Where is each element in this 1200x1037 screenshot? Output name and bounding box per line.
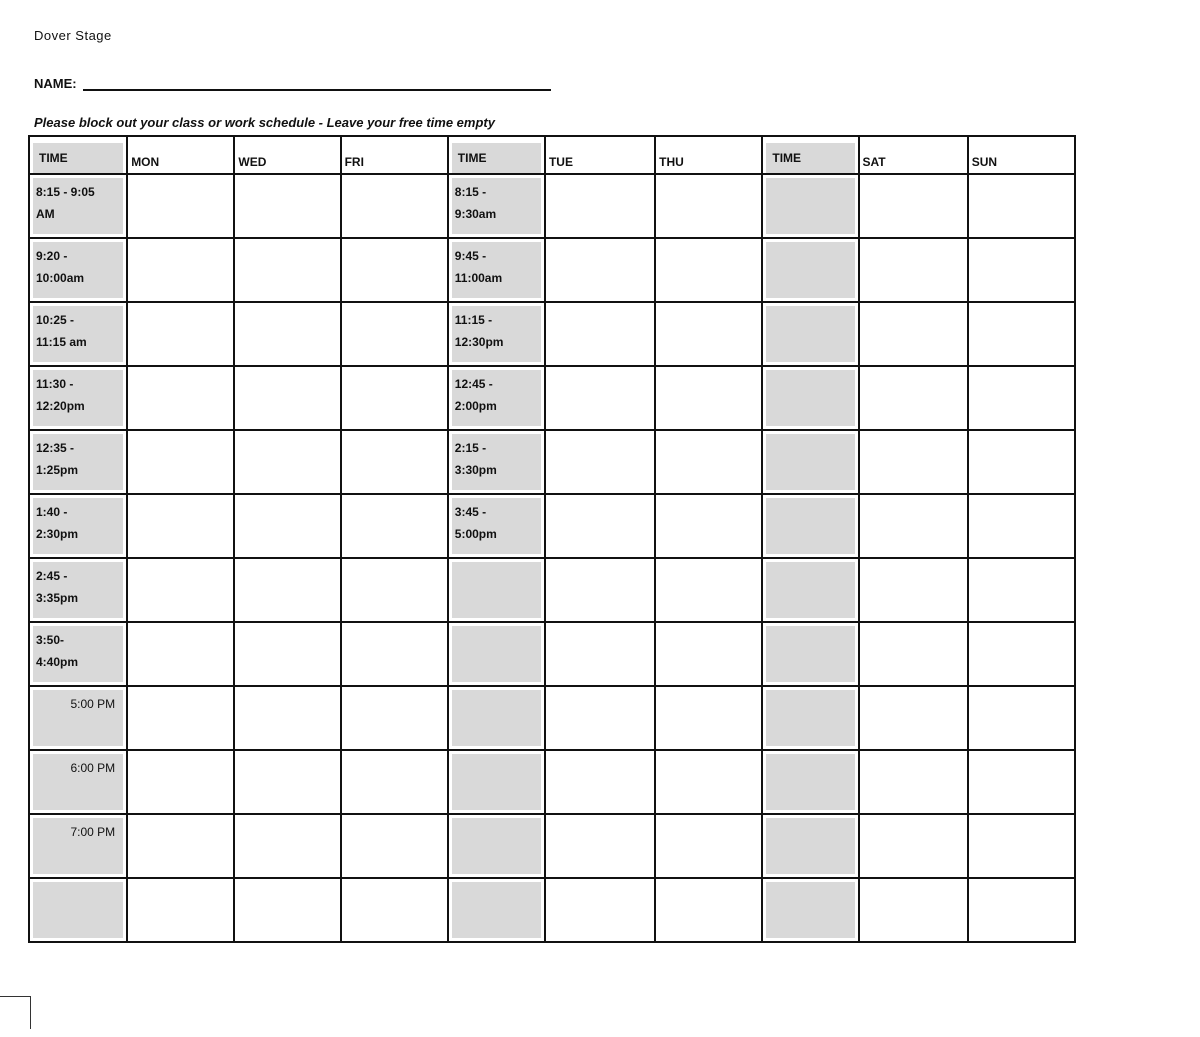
time-cell-c [762,366,858,430]
time-cell-a [29,750,127,814]
time-cell-c [762,814,858,878]
time-cell-c [762,686,858,750]
time-cell-a [29,366,127,430]
time-slot-label [766,754,854,810]
time-slot-label [766,306,854,362]
time-slot-label: 12:45 - 2:00pm [452,370,541,426]
day-cell-sun[interactable] [968,302,1075,366]
day-cell-mon[interactable] [127,238,234,302]
table-row [29,174,1075,238]
day-cell-sun[interactable] [968,814,1075,878]
time-slot-label: 9:20 - 10:00am [33,242,123,298]
time-slot-label: 8:15 - 9:05 AM [33,178,123,234]
time-slot-label: 3:45 - 5:00pm [452,498,541,554]
day-cell-sun[interactable] [968,494,1075,558]
time-cell-b [448,622,545,686]
time-slot-label [766,818,854,874]
time-cell-c [762,622,858,686]
day-cell-fri[interactable] [341,750,448,814]
day-cell-tue[interactable] [545,750,655,814]
time-cell-b [448,174,545,238]
day-cell-sat[interactable] [859,750,968,814]
document-title: Dover Stage [34,28,112,43]
page-corner-mark [0,996,31,1029]
time-cell-a [29,494,127,558]
time-cell-c [762,238,858,302]
time-cell-c [762,494,858,558]
time-slot-label [766,626,854,682]
day-cell-wed[interactable] [234,622,340,686]
time-slot-label [452,562,541,618]
day-cell-thu[interactable] [655,302,762,366]
time-cell-b [448,430,545,494]
instructions-text: Please block out your class or work schedule - Leave your free time empty [34,115,495,130]
day-cell-sun[interactable] [968,558,1075,622]
day-cell-mon[interactable] [127,494,234,558]
table-row [29,622,1075,686]
time-cell-a [29,622,127,686]
day-cell-wed[interactable] [234,750,340,814]
time-cell-c [762,878,858,942]
column-header-label: TIME [772,151,802,165]
day-cell-wed[interactable] [234,558,340,622]
day-cell-fri[interactable] [341,302,448,366]
column-header-label: TIME [457,151,487,165]
time-slot-label [766,690,854,746]
day-cell-mon[interactable] [127,750,234,814]
day-cell-wed[interactable] [234,878,340,942]
column-header-label: SAT [862,155,886,169]
day-cell-mon[interactable] [127,430,234,494]
time-cell-b [448,558,545,622]
day-cell-tue[interactable] [545,494,655,558]
day-cell-sun[interactable] [968,750,1075,814]
day-cell-thu[interactable] [655,814,762,878]
table-row [29,494,1075,558]
day-cell-tue[interactable] [545,558,655,622]
time-cell-a [29,686,127,750]
day-cell-thu[interactable] [655,558,762,622]
day-cell-sat[interactable] [859,238,968,302]
time-slot-label: 11:15 - 12:30pm [452,306,541,362]
day-cell-sat[interactable] [859,366,968,430]
time-cell-c [762,558,858,622]
day-cell-tue[interactable] [545,622,655,686]
day-cell-wed[interactable] [234,302,340,366]
column-header-label: TUE [548,155,573,169]
day-cell-sun[interactable] [968,174,1075,238]
day-cell-fri[interactable] [341,366,448,430]
column-header-thu [655,136,762,174]
time-cell-b [448,750,545,814]
table-row [29,750,1075,814]
time-slot-label: 5:00 PM [33,690,123,746]
day-cell-wed[interactable] [234,366,340,430]
day-cell-wed[interactable] [234,174,340,238]
day-cell-mon[interactable] [127,174,234,238]
column-header-sat [859,136,968,174]
table-row [29,878,1075,942]
day-cell-mon[interactable] [127,558,234,622]
schedule-table [28,135,1076,943]
day-cell-thu[interactable] [655,622,762,686]
time-cell-a [29,174,127,238]
day-cell-thu[interactable] [655,238,762,302]
time-slot-label [452,882,541,938]
day-cell-fri[interactable] [341,814,448,878]
column-header-wed [234,136,340,174]
time-slot-label [766,178,854,234]
time-cell-a [29,814,127,878]
time-slot-label: 6:00 PM [33,754,123,810]
day-cell-sat[interactable] [859,878,968,942]
column-header-label: TIME [39,151,68,165]
time-slot-label: 11:30 - 12:20pm [33,370,123,426]
table-row [29,430,1075,494]
time-slot-label [766,562,854,618]
day-cell-sun[interactable] [968,238,1075,302]
table-row [29,366,1075,430]
column-header-label: THU [659,155,684,169]
schedule-body [29,174,1075,942]
column-header-mon [127,136,234,174]
time-slot-label [33,882,123,938]
name-field[interactable] [34,76,551,91]
day-cell-thu[interactable] [655,430,762,494]
day-cell-thu[interactable] [655,750,762,814]
day-cell-mon[interactable] [127,814,234,878]
day-cell-wed[interactable] [234,686,340,750]
day-cell-fri[interactable] [341,622,448,686]
time-cell-a [29,238,127,302]
day-cell-mon[interactable] [127,878,234,942]
day-cell-thu[interactable] [655,878,762,942]
time-slot-label: 2:45 - 3:35pm [33,562,123,618]
day-cell-sat[interactable] [859,302,968,366]
day-cell-thu[interactable] [655,366,762,430]
time-slot-label: 12:35 - 1:25pm [33,434,123,490]
time-cell-b [448,302,545,366]
time-cell-b [448,494,545,558]
time-cell-b [448,238,545,302]
day-cell-tue[interactable] [545,686,655,750]
day-cell-sat[interactable] [859,814,968,878]
day-cell-fri[interactable] [341,494,448,558]
day-cell-wed[interactable] [234,814,340,878]
time-cell-c [762,302,858,366]
day-cell-tue[interactable] [545,174,655,238]
time-cell-b [448,686,545,750]
day-cell-sun[interactable] [968,430,1075,494]
time-slot-label: 3:50- 4:40pm [33,626,123,682]
day-cell-fri[interactable] [341,238,448,302]
day-cell-sun[interactable] [968,366,1075,430]
day-cell-sun[interactable] [968,622,1075,686]
time-slot-label: 9:45 - 11:00am [452,242,541,298]
day-cell-tue[interactable] [545,878,655,942]
table-row [29,814,1075,878]
time-cell-b [448,878,545,942]
day-cell-fri[interactable] [341,558,448,622]
day-cell-sat[interactable] [859,430,968,494]
column-header-time-3 [762,136,858,174]
time-slot-label [452,626,541,682]
day-cell-fri[interactable] [341,430,448,494]
day-cell-wed[interactable] [234,494,340,558]
time-cell-c [762,174,858,238]
day-cell-mon[interactable] [127,622,234,686]
day-cell-tue[interactable] [545,366,655,430]
column-header-time-1 [29,136,127,174]
day-cell-sat[interactable] [859,686,968,750]
day-cell-sat[interactable] [859,558,968,622]
time-slot-label [766,498,854,554]
time-slot-label: 2:15 - 3:30pm [452,434,541,490]
column-header-label: SUN [971,155,998,169]
time-slot-label [766,434,854,490]
time-cell-a [29,878,127,942]
time-slot-label: 8:15 - 9:30am [452,178,541,234]
header-row [29,136,1075,174]
day-cell-mon[interactable] [127,366,234,430]
time-slot-label [452,754,541,810]
column-header-label: MON [131,155,160,169]
day-cell-thu[interactable] [655,174,762,238]
column-header-label: FRI [344,155,364,169]
time-slot-label [766,242,854,298]
day-cell-sun[interactable] [968,878,1075,942]
table-row [29,238,1075,302]
name-label: NAME: [34,76,77,91]
day-cell-tue[interactable] [545,302,655,366]
column-header-label: WED [238,155,267,169]
time-slot-label [766,370,854,426]
time-slot-label [452,818,541,874]
table-row [29,686,1075,750]
day-cell-sat[interactable] [859,494,968,558]
day-cell-tue[interactable] [545,430,655,494]
day-cell-sat[interactable] [859,622,968,686]
time-slot-label: 10:25 - 11:15 am [33,306,123,362]
column-header-sun [968,136,1075,174]
time-cell-a [29,558,127,622]
table-row [29,558,1075,622]
time-cell-b [448,366,545,430]
day-cell-fri[interactable] [341,686,448,750]
name-blank-line[interactable] [83,77,551,91]
day-cell-wed[interactable] [234,430,340,494]
time-slot-label: 1:40 - 2:30pm [33,498,123,554]
day-cell-sun[interactable] [968,686,1075,750]
time-cell-c [762,430,858,494]
time-cell-a [29,430,127,494]
day-cell-tue[interactable] [545,814,655,878]
day-cell-wed[interactable] [234,238,340,302]
time-cell-a [29,302,127,366]
day-cell-sat[interactable] [859,174,968,238]
day-cell-mon[interactable] [127,302,234,366]
time-cell-b [448,814,545,878]
day-cell-thu[interactable] [655,494,762,558]
day-cell-tue[interactable] [545,238,655,302]
day-cell-fri[interactable] [341,174,448,238]
time-slot-label [766,882,854,938]
time-cell-c [762,750,858,814]
column-header-time-2 [448,136,545,174]
column-header-fri [341,136,448,174]
column-header-tue [545,136,655,174]
day-cell-fri[interactable] [341,878,448,942]
day-cell-mon[interactable] [127,686,234,750]
time-slot-label [452,690,541,746]
table-row [29,302,1075,366]
time-slot-label: 7:00 PM [33,818,123,874]
day-cell-thu[interactable] [655,686,762,750]
